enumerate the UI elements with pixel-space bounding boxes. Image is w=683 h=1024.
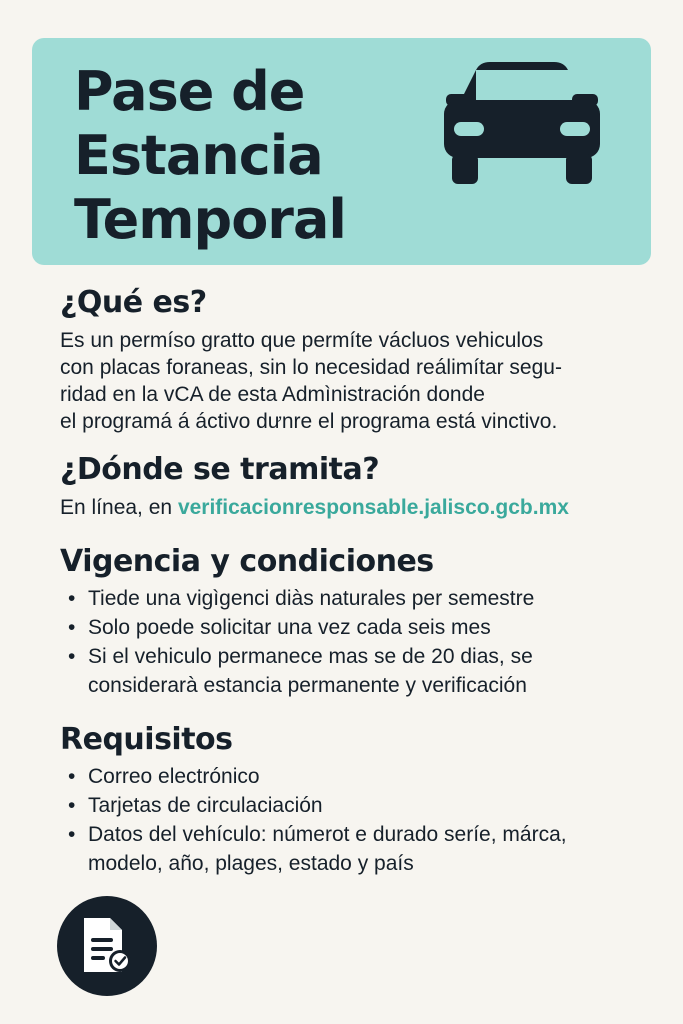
donde-text: [60, 494, 640, 521]
section-donde: [60, 452, 640, 521]
list-item: • Datos del vehículo: númerot e durado seríe, márca, modelo, año, plages, estado y país: [60, 820, 640, 878]
requisitos-heading: Requisitos: [60, 722, 233, 757]
vigencia-heading: Vigencia y condiciones: [60, 544, 434, 579]
requisitos-list: [60, 762, 640, 878]
section-vigencia: [60, 544, 640, 700]
que-es-line-4: el programá á áctivo dưnre el programa está vinctivo.: [60, 410, 558, 433]
list-item: • Solo poede solicitar una vez cada seis mes: [60, 613, 640, 642]
document-check-icon: [57, 896, 157, 996]
que-es-heading: ¿Qué es?: [60, 285, 207, 320]
que-es-line-1: Es un permíso gratto que permíte václuos vehiculos: [60, 329, 544, 352]
title-line-2: Estancia: [74, 124, 323, 187]
list-item: • Si el vehiculo permanece mas se de 20 dias, se considerarà estancia permanente y verificación: [60, 642, 640, 700]
section-requisitos: [60, 722, 640, 878]
title-line-3: Temporal: [74, 188, 346, 251]
list-item: • Tiede una vigìgenci diàs naturales per semestre: [60, 584, 640, 613]
donde-heading: ¿Dónde se tramita?: [60, 452, 380, 487]
car-icon: [436, 60, 608, 188]
que-es-line-2: con placas foraneas, sin lo necesidad reálimítar segu-: [60, 356, 562, 379]
donde-prefix: En línea, en: [60, 496, 173, 519]
list-item: • Tarjetas de circulaciación: [60, 791, 640, 820]
que-es-text: [60, 327, 640, 435]
list-item: • Correo electrónico: [60, 762, 640, 791]
section-que-es: [60, 285, 640, 435]
title-line-1: Pase de: [74, 60, 305, 123]
page-title: [74, 60, 346, 252]
vigencia-list: [60, 584, 640, 700]
header-banner: [32, 38, 651, 265]
que-es-line-3: ridad en la vCA de esta Admìnistración donde: [60, 383, 485, 406]
tramite-link[interactable]: verificacionresponsable.jalisco.gcb.mx: [177, 496, 569, 519]
